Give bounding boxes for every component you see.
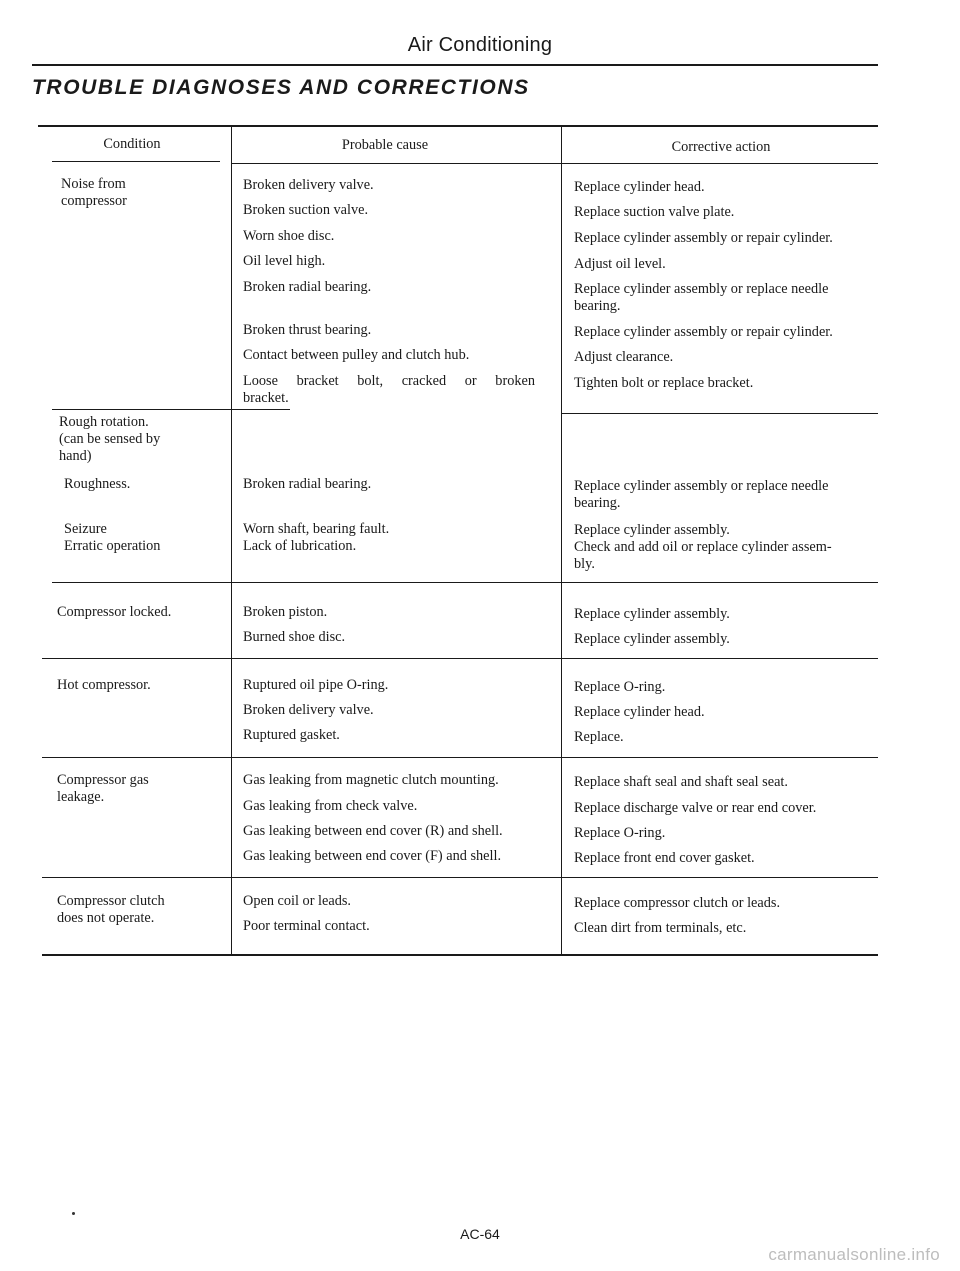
table-row-action: Replace cylinder assembly or repair cylinder. (574, 324, 833, 340)
table-row-cause: Oil level high. (243, 253, 326, 269)
page-title: TROUBLE DIAGNOSES AND CORRECTIONS (32, 76, 530, 99)
header-rule (32, 64, 878, 66)
table-row-cause: Broken radial bearing. (243, 279, 372, 295)
column-divider-2 (561, 125, 562, 955)
row-rule-cause (232, 409, 290, 410)
table-row-condition: Noise from compressor (61, 176, 127, 209)
table-row-cause: Broken suction valve. (243, 202, 369, 218)
table-row-cause: Broken piston. (243, 604, 328, 620)
table-row-action: Replace cylinder assembly or replace needle bearing. (574, 281, 829, 314)
table-row-action: Replace compressor clutch or leads. (574, 895, 781, 911)
table-row-cause: Gas leaking from magnetic clutch mounting. (243, 772, 499, 788)
speck (72, 1212, 75, 1215)
row-rule-action (562, 413, 878, 414)
table-row-action: Replace O-ring. (574, 679, 666, 695)
table-row-cause: Gas leaking between end cover (R) and shell. (243, 823, 503, 839)
table-row-cause: Worn shaft, bearing fault. Lack of lubrication. (243, 521, 390, 554)
table-row-action: Replace O-ring. (574, 825, 666, 841)
table-row-cause: Ruptured gasket. (243, 727, 340, 743)
table-row-action: Replace cylinder assembly. (574, 606, 730, 622)
table-row-condition: Compressor locked. (57, 604, 172, 620)
table-row-cause: Broken radial bearing. (243, 476, 372, 492)
row-rule-condition (52, 409, 232, 410)
row-rule (42, 658, 878, 659)
column-divider-1 (231, 125, 232, 955)
table-row-cause: Gas leaking between end cover (F) and shell. (243, 848, 502, 864)
table-row-action: Replace cylinder assembly or replace needle bearing. (574, 478, 829, 511)
table-row-action: Replace cylinder assembly. (574, 631, 730, 647)
table-row-action: Replace shaft seal and shaft seal seat. (574, 774, 788, 790)
table-row-cause: Loose bracket bolt, cracked or broken bracket. (243, 373, 535, 406)
row-rule (52, 582, 878, 583)
table-row-cause: Worn shoe disc. (243, 228, 335, 244)
table-bottom-rule (42, 954, 878, 956)
row-rule (42, 757, 878, 758)
table-row-action: Replace cylinder head. (574, 179, 705, 195)
table-row-condition: Seizure Erratic operation (64, 521, 161, 554)
table-row-condition: Roughness. (64, 476, 131, 492)
table-row-action: Replace suction valve plate. (574, 204, 735, 220)
table-row-condition: Compressor gas leakage. (57, 772, 149, 805)
table-row-cause: Poor terminal contact. (243, 918, 370, 934)
table-row-action: Tighten bolt or replace bracket. (574, 375, 754, 391)
table-row-action: Adjust oil level. (574, 256, 666, 272)
table-row-cause: Broken delivery valve. (243, 702, 374, 718)
table-row-cause: Ruptured oil pipe O-ring. (243, 677, 389, 693)
table-row-cause: Contact between pulley and clutch hub. (243, 347, 470, 363)
table-row-action: Replace cylinder assembly. Check and add oil or replace cylinder assem- bly. (574, 522, 832, 572)
table-row-condition: Hot compressor. (57, 677, 151, 693)
column-header-probable-cause: Probable cause (341, 137, 429, 153)
table-row-action: Replace cylinder assembly or repair cylinder. (574, 230, 833, 246)
column-header-condition: Condition (103, 136, 161, 152)
table-row-action: Replace. (574, 729, 624, 745)
table-row-action: Replace cylinder head. (574, 704, 705, 720)
watermark-text: carmanualsonline.info (768, 1245, 940, 1264)
page-number: AC-64 (460, 1226, 500, 1242)
header-bottom-rule-cause-action (232, 163, 878, 164)
table-row-cause: Open coil or leads. (243, 893, 351, 909)
table-row-action: Adjust clearance. (574, 349, 674, 365)
row-rule (42, 877, 878, 878)
column-header-corrective-action: Corrective action (671, 139, 771, 155)
table-row-cause: Burned shoe disc. (243, 629, 346, 645)
table-row-action: Replace discharge valve or rear end cover. (574, 800, 817, 816)
table-row-condition: Compressor clutch does not operate. (57, 893, 165, 926)
table-row-action: Clean dirt from terminals, etc. (574, 920, 747, 936)
table-row-cause: Broken delivery valve. (243, 177, 374, 193)
table-row-action: Replace front end cover gasket. (574, 850, 755, 866)
table-row-condition: Rough rotation. (can be sensed by hand) (59, 414, 161, 464)
table-row-cause: Broken thrust bearing. (243, 322, 372, 338)
header-bottom-rule-condition (52, 161, 220, 162)
table-top-rule (38, 125, 878, 127)
section-title: Air Conditioning (407, 34, 553, 56)
table-row-cause: Gas leaking from check valve. (243, 798, 418, 814)
